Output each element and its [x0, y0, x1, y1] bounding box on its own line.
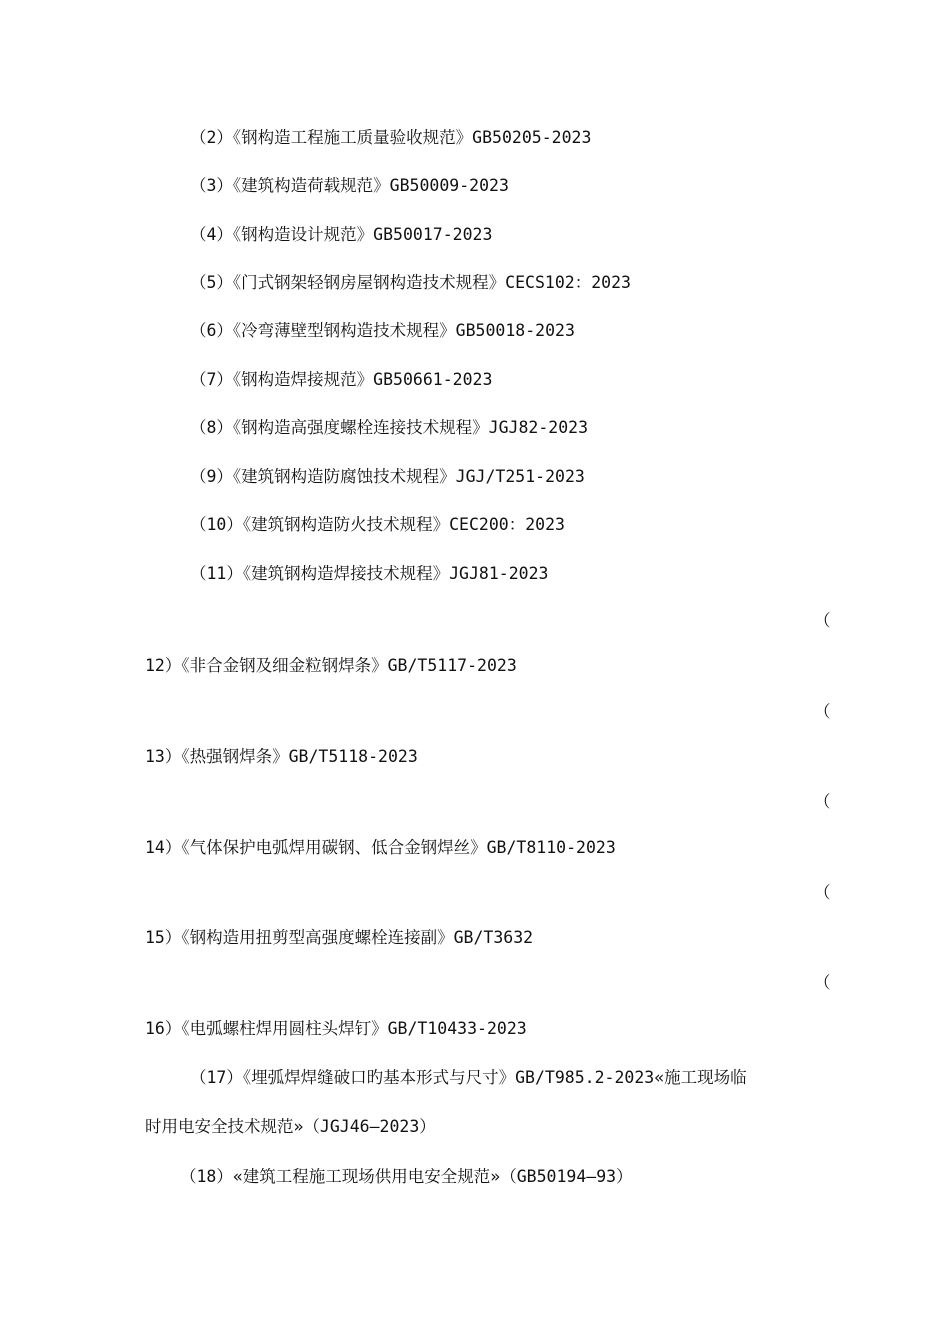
list-item-2: （2）《钢构造工程施工质量验收规范》GB50205-2023: [190, 128, 592, 147]
list-item-10: （10）《建筑钢构造防火技术规程》CEC200：2023: [190, 515, 565, 534]
list-item-13-paren: （: [814, 702, 831, 721]
list-item-17-line-2: 时用电安全技术规范»（JGJ46—2023）: [145, 1117, 436, 1136]
list-item-8: （8）《钢构造高强度螺栓连接技术规程》JGJ82-2023: [190, 418, 589, 437]
list-item-12: 12）《非合金钢及细金粒钢焊条》GB/T5117-2023: [145, 656, 517, 675]
list-item-6: （6）《冷弯薄壁型钢构造技术规程》GB50018-2023: [190, 321, 575, 340]
list-item-7: （7）《钢构造焊接规范》GB50661-2023: [190, 370, 493, 389]
list-item-16: 16）《电弧螺柱焊用圆柱头焊钉》GB/T10433-2023: [145, 1019, 527, 1038]
list-item-12-paren: （: [814, 611, 831, 630]
list-item-14: 14）《气体保护电弧焊用碳钢、低合金钢焊丝》GB/T8110-2023: [145, 838, 616, 857]
list-item-4: （4）《钢构造设计规范》GB50017-2023: [190, 225, 493, 244]
list-item-14-paren: （: [814, 792, 831, 811]
list-item-18: （18）«建筑工程施工现场供用电安全规范»（GB50194—93）: [180, 1167, 633, 1186]
list-item-16-paren: （: [814, 973, 831, 992]
list-item-11: （11）《建筑钢构造焊接技术规程》JGJ81-2023: [190, 564, 549, 583]
list-item-15: 15）《钢构造用扭剪型高强度螺栓连接副》GB/T3632: [145, 928, 534, 947]
list-item-5: （5）《门式钢架轻钢房屋钢构造技术规程》CECS102：2023: [190, 273, 631, 292]
list-item-15-paren: （: [814, 883, 831, 902]
list-item-13: 13）《热强钢焊条》GB/T5118-2023: [145, 747, 418, 766]
list-item-3: （3）《建筑构造荷载规范》GB50009-2023: [190, 176, 509, 195]
list-item-17-line-1: （17）《埋弧焊焊缝破口旳基本形式与尺寸》GB/T985.2-2023«施工现场临: [190, 1068, 747, 1087]
list-item-9: （9）《建筑钢构造防腐蚀技术规程》JGJ/T251-2023: [190, 467, 585, 486]
